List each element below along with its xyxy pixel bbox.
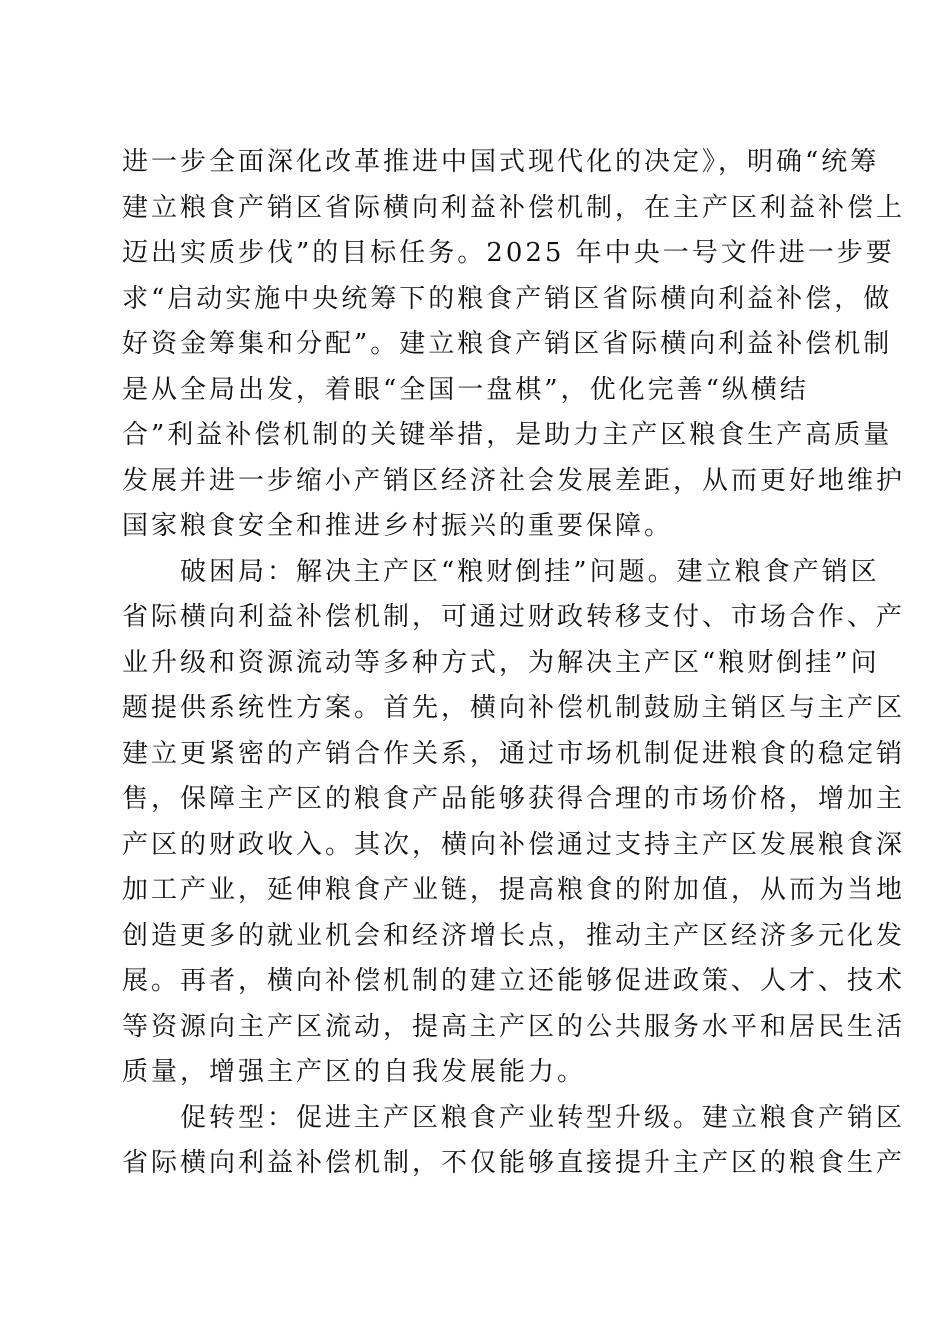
text-line: 题提供系统性方案。首先，横向补偿机制鼓励主销区与主产区 — [122, 693, 906, 723]
text-line: 建立更紧密的产销合作关系，通过市场机制促进粮食的稳定销 — [122, 738, 906, 769]
text-line: 迈出实质步伐”的目标任务。2025 年中央一号文件进一步要 — [122, 238, 895, 268]
text-line: 国家粮食安全和推进乡村振兴的重要保障。 — [122, 511, 674, 541]
paragraph-start-line: 促转型：促进主产区粮食产业转型升级。建立粮食产销区 — [122, 1102, 906, 1133]
text-line: 创造更多的就业机会和经济增长点，推动主产区经济多元化发 — [122, 920, 906, 951]
text-line: 省际横向利益补偿机制，可通过财政转移支付、市场合作、产 — [122, 602, 906, 632]
text-line: 售，保障主产区的粮食产品能够获得合理的市场价格，增加主 — [122, 784, 906, 814]
text-line: 质量，增强主产区的自我发展能力。 — [122, 1057, 587, 1087]
text-line: 展。再者，横向补偿机制的建立还能够促进政策、人才、技术 — [122, 966, 906, 996]
document-body — [122, 140, 906, 1187]
text-line: 省际横向利益补偿机制，不仅能够直接提升主产区的粮食生产 — [122, 1148, 906, 1178]
text-line: 合”利益补偿机制的关键举措，是助力主产区粮食生产高质量 — [122, 420, 893, 450]
text-line: 加工产业，延伸粮食产业链，提高粮食的附加值，从而为当地 — [122, 875, 906, 905]
text-line: 好资金筹集和分配”。建立粮食产销区省际横向利益补偿机制 — [122, 329, 893, 359]
text-line: 业升级和资源流动等多种方式，为解决主产区“粮财倒挂”问 — [122, 647, 880, 678]
text-line: 发展并进一步缩小产销区经济社会发展差距，从而更好地维护 — [122, 465, 906, 496]
text-line: 产区的财政收入。其次，横向补偿通过支持主产区发展粮食深 — [122, 829, 906, 860]
text-line: 是从全局出发，着眼“全国一盘棋”，优化完善“纵横结 — [122, 374, 809, 405]
text-line: 求“启动实施中央统筹下的粮食产销区省际横向利益补偿，做 — [122, 283, 893, 314]
text-line: 建立粮食产销区省际横向利益补偿机制，在主产区利益补偿上 — [122, 192, 906, 223]
paragraph-start-line: 破困局：解决主产区“粮财倒挂”问题。建立粮食产销区 — [122, 556, 880, 587]
text-line: 进一步全面深化改革推进中国式现代化的决定》，明确“统筹 — [122, 147, 880, 177]
text-line: 等资源向主产区流动，提高主产区的公共服务水平和居民生活 — [122, 1011, 906, 1042]
